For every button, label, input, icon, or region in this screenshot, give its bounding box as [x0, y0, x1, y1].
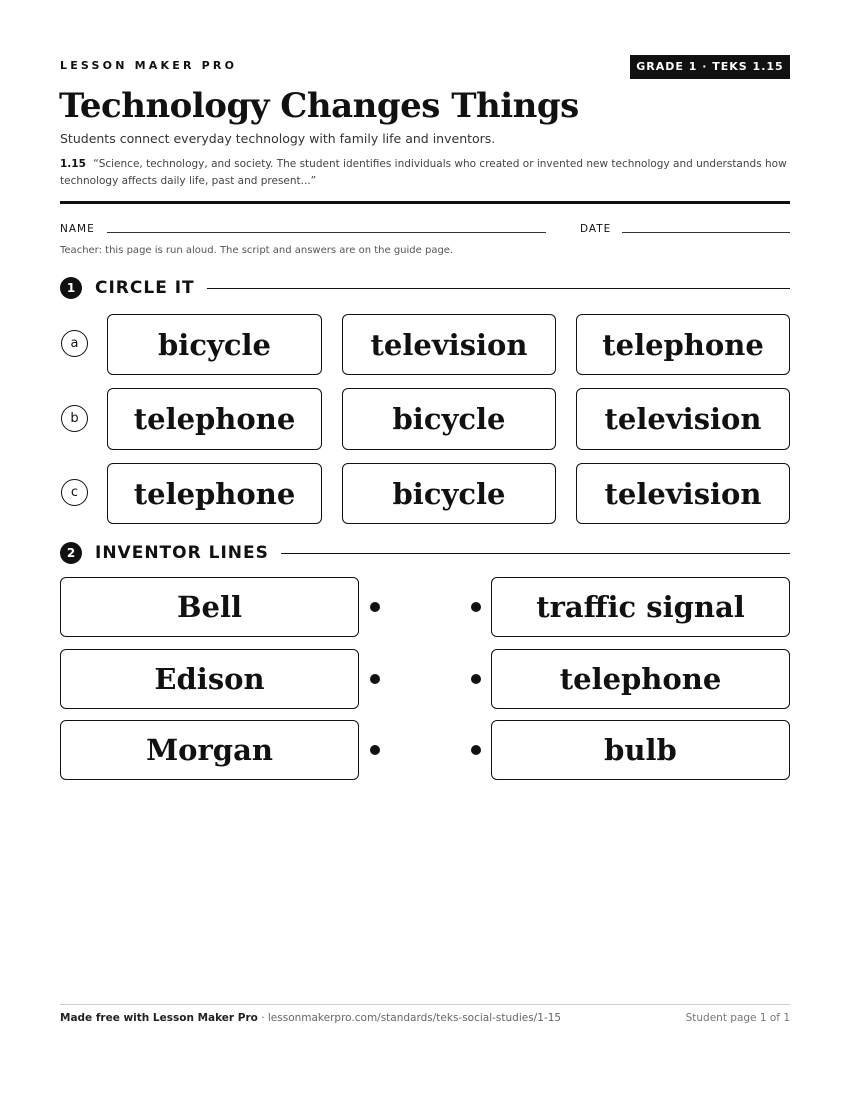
teacher-note: Teacher: this page is run aloud. The script and answers are on the guide page. [60, 245, 454, 256]
inventor-box[interactable]: Morgan [60, 720, 359, 780]
circle-choice[interactable]: bicycle [107, 314, 322, 375]
match-dot-left[interactable] [370, 674, 380, 684]
standard-text: “Science, technology, and society. The student identifies individuals who created or invented new technology and understands how technology affects daily life, past and present...” [60, 158, 787, 187]
footer-page-number: Student page 1 of 1 [685, 1012, 790, 1024]
page-title: Technology Changes Things [59, 86, 579, 126]
date-label: DATE [580, 223, 612, 235]
circle-choice[interactable]: bicycle [342, 463, 556, 524]
footer-url[interactable]: · lessonmakerpro.com/standards/teks-social-studies/1-15 [257, 1012, 562, 1024]
inventor-box[interactable]: Bell [60, 577, 359, 637]
section-inventor-lines-header [60, 542, 790, 564]
invention-box[interactable]: telephone [491, 649, 790, 709]
name-field[interactable] [107, 232, 546, 233]
circle-choice[interactable]: television [342, 314, 556, 375]
match-dot-left[interactable] [370, 745, 380, 755]
footer-divider [60, 1004, 790, 1005]
name-label: NAME [60, 223, 95, 235]
section-rule [281, 553, 790, 554]
page-subtitle: Students connect everyday technology with family life and inventors. [60, 131, 496, 146]
section-title: INVENTOR LINES [95, 543, 269, 563]
standard-statement [60, 156, 790, 190]
section-number: 2 [60, 542, 82, 564]
inventor-box[interactable]: Edison [60, 649, 359, 709]
section-rule [207, 288, 790, 289]
footer-made-with: Made free with Lesson Maker Pro [60, 1012, 258, 1024]
match-dot-right[interactable] [471, 602, 481, 612]
match-dot-left[interactable] [370, 602, 380, 612]
section-number: 1 [60, 277, 82, 299]
row-letter-c: c [61, 479, 88, 506]
grade-badge: GRADE 1 · TEKS 1.15 [630, 55, 790, 79]
row-letter-a: a [61, 330, 88, 357]
circle-choice[interactable]: telephone [107, 388, 322, 450]
standard-code: 1.15 [60, 158, 86, 170]
brand-name: LESSON MAKER PRO [60, 59, 238, 72]
circle-choice[interactable]: television [576, 463, 790, 524]
match-dot-right[interactable] [471, 745, 481, 755]
footer-credit [60, 1012, 561, 1024]
circle-choice[interactable]: telephone [107, 463, 322, 524]
circle-choice[interactable]: telephone [576, 314, 790, 375]
circle-choice[interactable]: television [576, 388, 790, 450]
header-divider [60, 201, 790, 204]
circle-choice[interactable]: bicycle [342, 388, 556, 450]
date-field[interactable] [622, 232, 790, 233]
invention-box[interactable]: traffic signal [491, 577, 790, 637]
section-circle-it-header [60, 277, 790, 299]
invention-box[interactable]: bulb [491, 720, 790, 780]
match-dot-right[interactable] [471, 674, 481, 684]
row-letter-b: b [61, 405, 88, 432]
section-title: CIRCLE IT [95, 278, 195, 298]
